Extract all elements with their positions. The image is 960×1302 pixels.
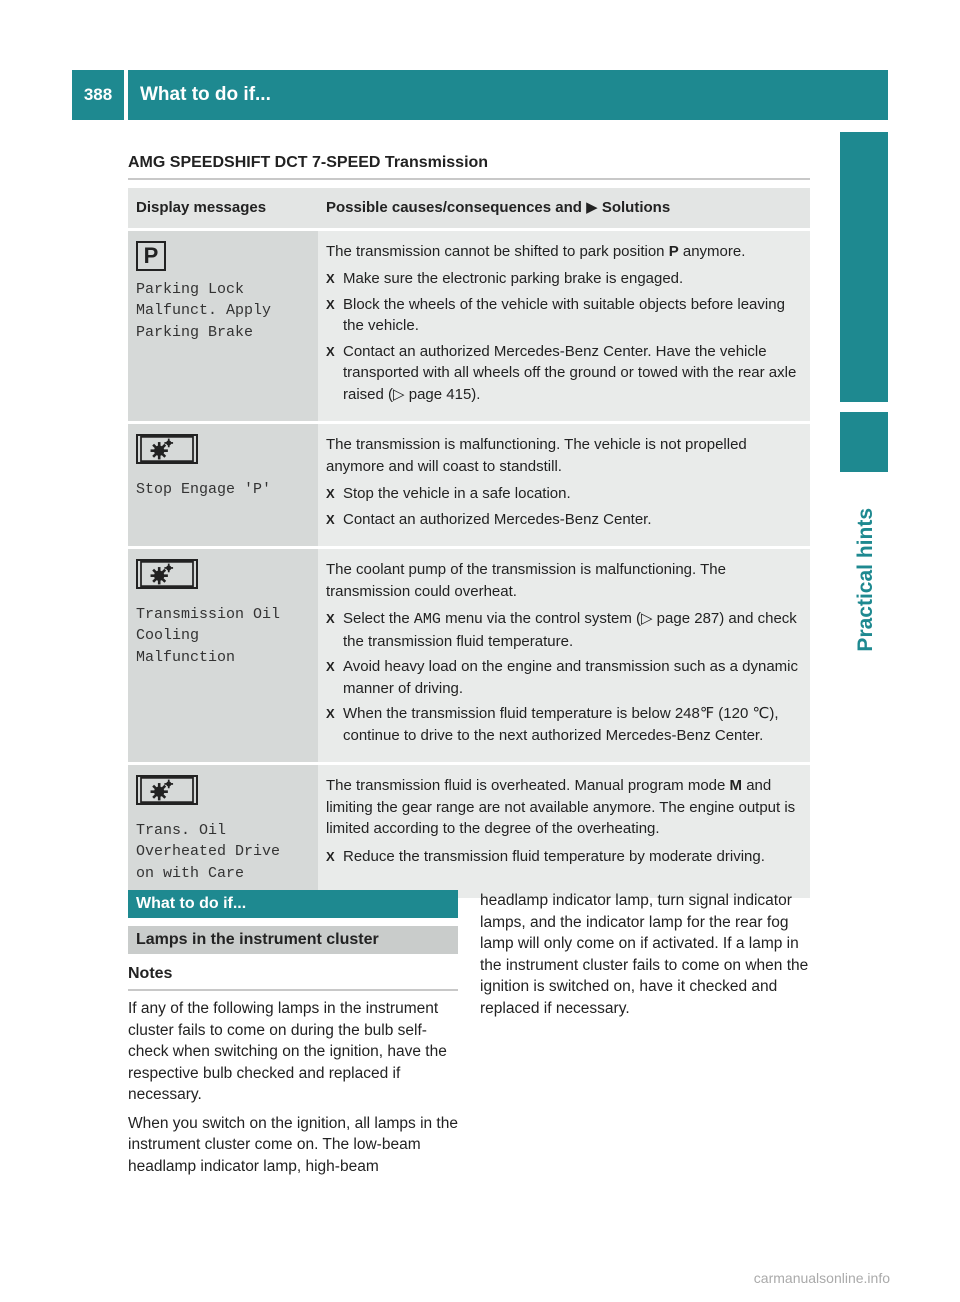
page-number: 388: [72, 70, 124, 120]
step-arrow-icon: X: [326, 659, 335, 674]
solution-cell: [318, 231, 810, 425]
transmission-gear-icon: [136, 559, 198, 589]
solution-step: X Stop the vehicle in a safe location.: [326, 483, 802, 505]
solution-step: X Reduce the transmission fluid temperature by moderate driving.: [326, 846, 802, 868]
paragraph: When you switch on the ignition, all lamps in the instrument cluster come on. The low-beam headlamp indicator lamp, high-beam: [128, 1114, 458, 1175]
side-tab-bar: [840, 132, 888, 402]
step-arrow-icon: X: [326, 486, 335, 501]
step-arrow-icon: X: [326, 611, 335, 626]
display-message-text: Stop Engage 'P': [136, 480, 272, 498]
display-message-text: Parking Lock Malfunct. Apply Parking Brake: [136, 280, 272, 341]
table-row: [128, 231, 810, 425]
step-arrow-icon: X: [326, 296, 335, 312]
solution-step: X Contact an authorized Mercedes-Benz Center. Have the vehicle transported with all wheels off the ground or towed with the rear axle raised (▷ page 415).: [326, 342, 797, 403]
watermark-text: carmanualsonline.info: [753, 1270, 890, 1286]
solution-step: X Make sure the electronic parking brake is engaged.: [326, 268, 802, 290]
step-arrow-icon: X: [326, 271, 335, 286]
solution-cell: [318, 424, 810, 549]
paragraph: headlamp indicator lamp, turn signal indicator lamps, and the indicator lamp for the rear fog lamp will only come on if activated. If a lamp in the instrument cluster fails to come on when the ignition is switched on, have it checked and replaced if necessary.: [480, 892, 809, 1017]
solution-cell: [318, 549, 810, 765]
step-arrow-icon: X: [326, 343, 335, 359]
transmission-messages-table: [128, 188, 810, 901]
solution-step: X When the transmission fluid temperature is below 248℉ (120 ℃), continue to drive to the next authorized Mercedes-Benz Center.: [326, 705, 779, 744]
solution-arrow-icon: ▶: [586, 199, 598, 216]
section-title: AMG SPEEDSHIFT DCT 7-SPEED Transmission: [128, 154, 810, 180]
solution-step: X Avoid heavy load on the engine and transmission such as a dynamic manner of driving.: [326, 658, 799, 697]
side-tab-label: Practical hints: [854, 508, 877, 652]
park-lock-icon: P: [136, 241, 166, 271]
column-header-display-messages: Display messages: [128, 188, 318, 231]
transmission-gear-icon: [136, 434, 198, 464]
table-row: [128, 549, 810, 765]
step-arrow-icon: X: [326, 706, 335, 721]
solution-step: X Block the wheels of the vehicle with suitable objects before leaving the vehicle.: [326, 295, 785, 334]
notes-heading: Notes: [128, 965, 458, 991]
display-message-cell: [128, 424, 318, 549]
display-message-cell: [128, 765, 318, 901]
step-arrow-icon: X: [326, 511, 335, 527]
chapter-header: What to do if...: [128, 70, 888, 120]
right-column-text: [480, 890, 812, 1026]
transmission-gear-icon: [136, 775, 198, 805]
table-row: [128, 765, 810, 901]
solution-step: X Contact an authorized Mercedes-Benz Center.: [326, 509, 802, 531]
cause-text: The coolant pump of the transmission is malfunctioning. The transmission could overheat.: [326, 561, 726, 600]
display-message-cell: [128, 549, 318, 765]
subsection-heading: Lamps in the instrument cluster: [128, 926, 458, 954]
solution-cell: [318, 765, 810, 901]
step-arrow-icon: X: [326, 848, 335, 864]
solution-step: X Select the AMG menu via the control system (▷ page 287) and check the transmission fluid temperature.: [326, 610, 797, 650]
table-row: [128, 424, 810, 549]
left-column-text: [128, 998, 460, 1184]
cause-text: The transmission fluid is overheated. Manual program mode M and limiting the gear range are not available anymore. The engine output is limited according to the degree of the overheating.: [326, 777, 796, 837]
table-header-row: [128, 188, 810, 231]
display-message-text: Trans. Oil Overheated Drive on with Care: [136, 821, 281, 882]
cause-text: The transmission is malfunctioning. The vehicle is not propelled anymore and will coast to standstill.: [326, 436, 747, 475]
cause-text: The transmission cannot be shifted to park position P anymore.: [326, 242, 746, 260]
side-tab-marker: [840, 412, 888, 472]
display-message-text: Transmission Oil Cooling Malfunction: [136, 605, 281, 666]
paragraph: If any of the following lamps in the instrument cluster fails to come on during the bulb self-check when switching on the ignition, have the respective bulb checked and replaced if necessary.: [128, 1000, 447, 1103]
display-message-cell: [128, 231, 318, 425]
section-heading: What to do if...: [128, 890, 458, 918]
column-header-solutions: Possible causes/consequences and ▶ Solutions: [318, 188, 810, 231]
